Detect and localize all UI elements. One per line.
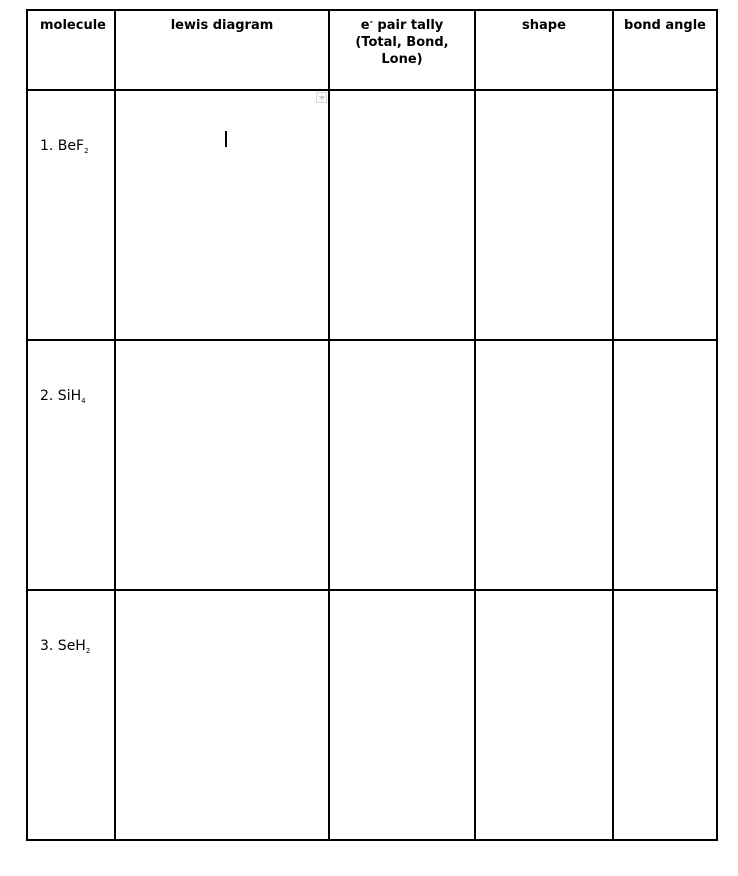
header-pair-tally	[329, 10, 475, 90]
bond-angle-cell[interactable]	[613, 590, 717, 840]
molecule-formula: 1. BeF	[40, 138, 85, 154]
molecule-cell[interactable]	[27, 340, 115, 590]
molecule-label	[40, 388, 86, 404]
header-tally-line2: (Total, Bond,	[355, 35, 449, 50]
molecule-formula: 2. SiH	[40, 388, 82, 404]
vsepr-table	[26, 9, 718, 841]
molecule-subscript: 2	[84, 147, 89, 155]
header-shape: shape	[475, 10, 613, 90]
header-tally-line1: pair tally	[372, 18, 444, 33]
table-row	[27, 340, 717, 590]
header-row	[27, 10, 717, 90]
molecule-label	[40, 638, 90, 654]
table-row	[27, 90, 717, 340]
pair-tally-cell[interactable]	[329, 590, 475, 840]
pair-tally-cell[interactable]	[329, 340, 475, 590]
pair-tally-cell[interactable]	[329, 90, 475, 340]
molecule-label	[40, 138, 89, 154]
molecule-subscript: 2	[85, 647, 91, 655]
worksheet	[26, 9, 718, 841]
molecule-cell[interactable]	[27, 590, 115, 840]
bond-angle-cell[interactable]	[613, 340, 717, 590]
bond-angle-cell[interactable]	[613, 90, 717, 340]
cell-dropdown-icon[interactable]	[316, 92, 327, 103]
lewis-diagram-cell[interactable]	[115, 590, 329, 840]
shape-cell[interactable]	[475, 90, 613, 340]
molecule-formula: 3. SeH	[40, 638, 86, 654]
table-row	[27, 590, 717, 840]
lewis-diagram-cell[interactable]	[115, 90, 329, 340]
header-tally-superscript: -	[369, 17, 373, 26]
shape-cell[interactable]	[475, 590, 613, 840]
header-tally-prefix: e	[360, 18, 370, 33]
header-tally-line3: Lone)	[381, 52, 423, 67]
lewis-diagram-cell[interactable]	[115, 340, 329, 590]
molecule-subscript: 4	[81, 397, 86, 405]
header-bond-angle: bond angle	[613, 10, 717, 90]
header-molecule: molecule	[27, 10, 115, 90]
text-cursor	[225, 131, 227, 147]
molecule-cell[interactable]	[27, 90, 115, 340]
shape-cell[interactable]	[475, 340, 613, 590]
header-lewis-diagram: lewis diagram	[115, 10, 329, 90]
